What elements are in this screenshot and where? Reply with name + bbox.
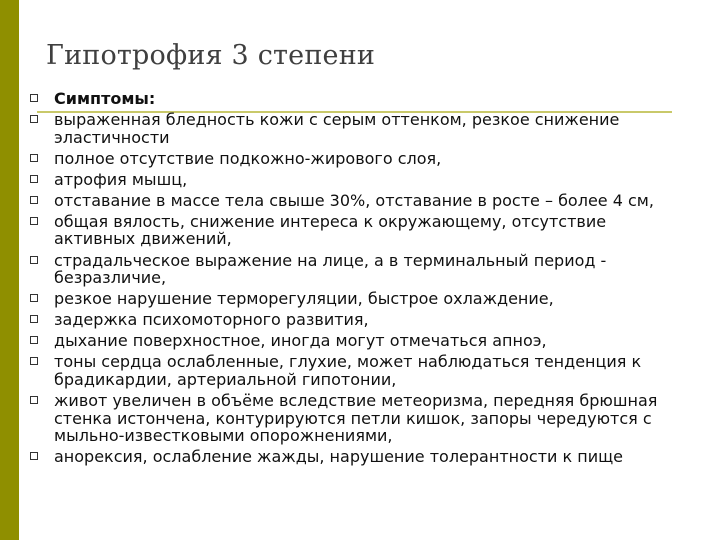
square-bullet-icon [30,217,38,225]
bullet-item [28,111,688,146]
bullet-text: живот увеличен в объёме вследствие метеоризма, передняя брюшная стенка истончена, контурируются петли кишок, запоры чередуются с мыльно-известковыми опорожнениями, [54,391,658,446]
bullet-item [28,192,688,210]
bullet-text: выраженная бледность кожи с серым оттенком, резкое снижение эластичности [54,110,620,147]
bullet-list [28,90,688,469]
square-bullet-icon [30,154,38,162]
square-bullet-icon [30,315,38,323]
bullet-text: тоны сердца ослабленные, глухие, может наблюдаться тенденция к брадикардии, артериальной гипотонии, [54,352,642,389]
square-bullet-icon [30,336,38,344]
square-bullet-icon [30,94,38,102]
bullet-item [28,353,688,388]
bullet-item [28,171,688,189]
bullet-text: отставание в массе тела свыше 30%, отставание в росте – более 4 см, [54,190,654,210]
square-bullet-icon [30,396,38,404]
bullet-item [28,290,688,308]
bullet-text: полное отсутствие подкожно-жирового слоя, [54,148,442,168]
square-bullet-icon [30,196,38,204]
bullet-item [28,448,688,466]
bullet-item [28,150,688,168]
bullet-text: страдальческое выражение на лице, а в терминальный период - безразличие, [54,250,607,288]
bullet-text: дыхание поверхностное, иногда могут отмечаться апноэ, [54,331,547,351]
bullet-item [28,213,688,248]
bullet-item-symptoms [28,90,688,108]
square-bullet-icon [30,175,38,183]
square-bullet-icon [30,357,38,365]
bullet-text: анорексия, ослабление жажды, нарушение толерантности к пище [54,447,624,467]
bullet-item [28,311,688,329]
bullet-item [28,332,688,350]
bullet-text: резкое нарушение терморегуляции, быстрое охлаждение, [54,289,554,309]
slide-title: Гипотрофия 3 степени [46,40,376,71]
left-accent-bar [0,0,19,540]
square-bullet-icon [30,256,38,264]
square-bullet-icon [30,294,38,302]
bullet-text: Симптомы: [54,89,156,108]
square-bullet-icon [30,115,38,123]
bullet-text: общая вялость, снижение интереса к окружающему, отсутствие активных движений, [54,211,607,249]
bullet-item [28,252,688,287]
bullet-item [28,392,688,445]
square-bullet-icon [30,452,38,460]
bullet-text: задержка психомоторного развития, [54,310,369,330]
bullet-text: атрофия мышц, [54,169,188,189]
